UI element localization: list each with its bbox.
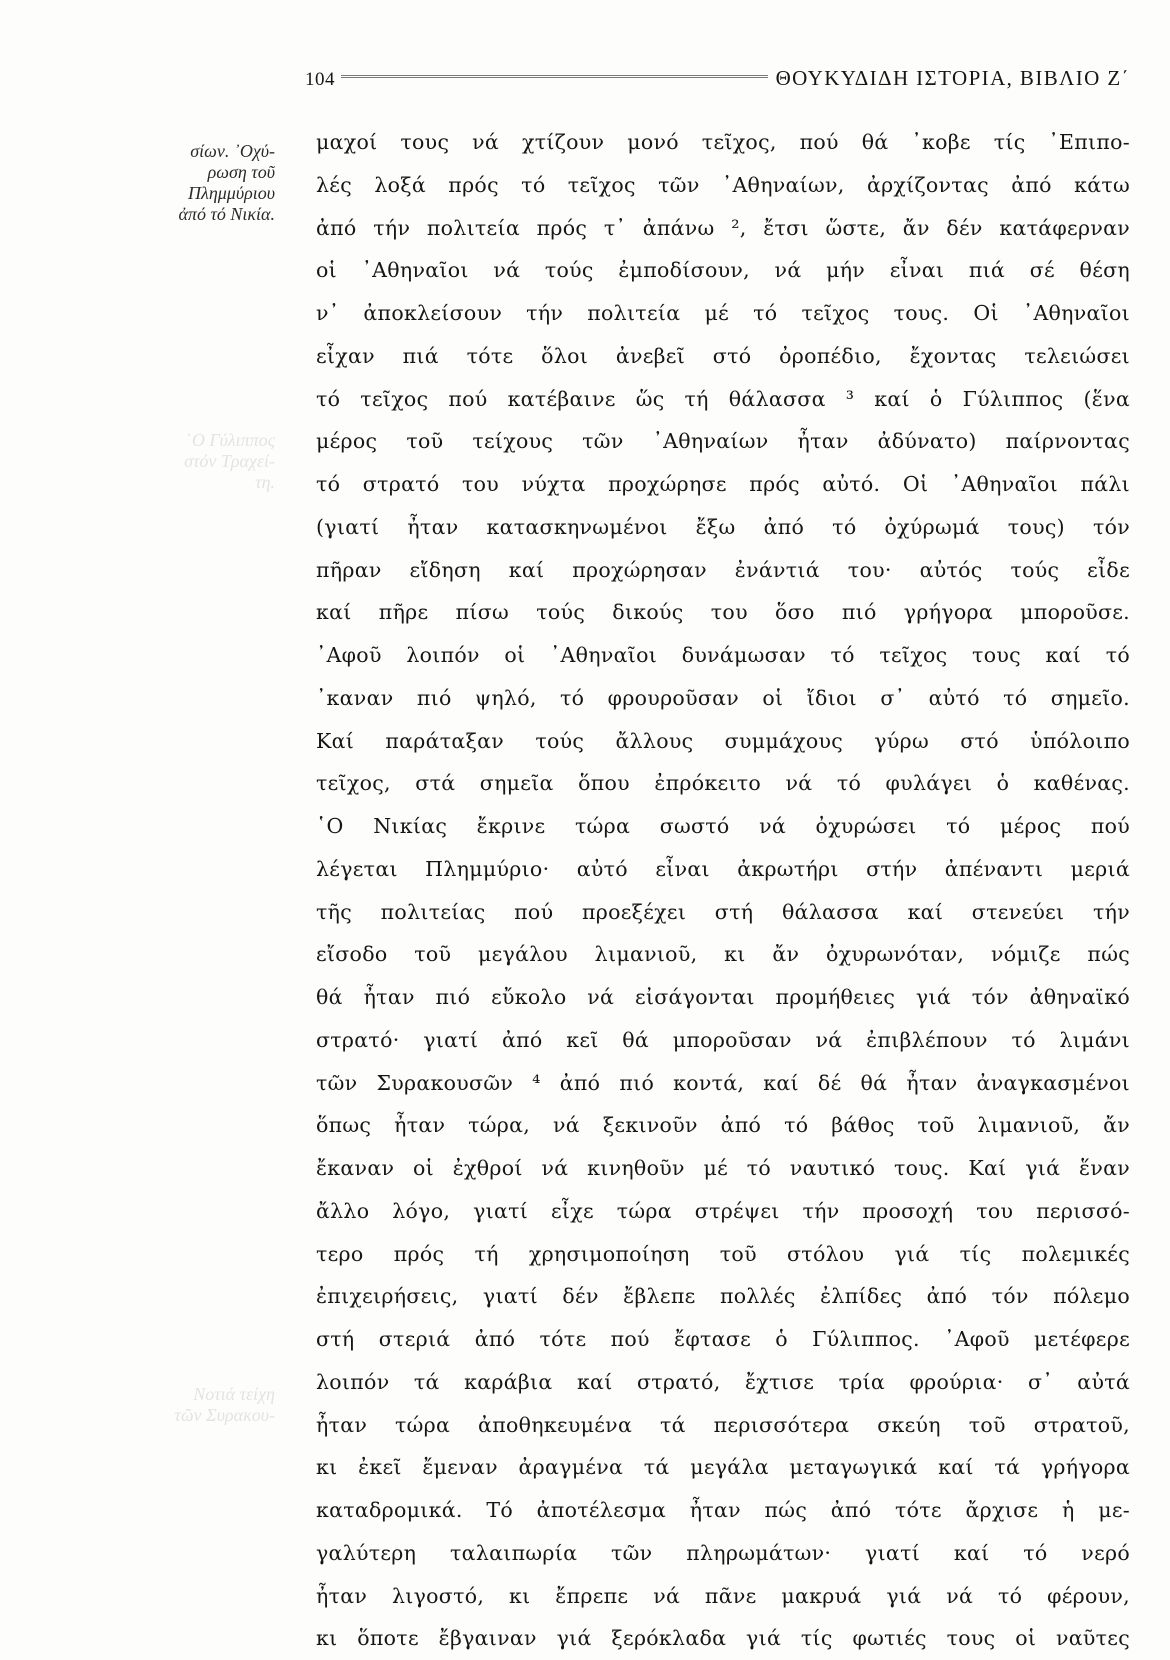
- text-line: ἐπιχειρήσεις, γιατί δέν ἔβλεπε πολλές ἐλπίδες ἀπό τόν πόλεμο: [316, 1284, 1130, 1309]
- text-line: τῶν Συρακουσῶν ⁴ ἀπό πιό κοντά, καί δέ θά ἦταν ἀναγκασμένοι: [316, 1070, 1130, 1095]
- text-line: ᾽καναν πιό ψηλό, τό φρουροῦσαν οἱ ἴδιοι σ᾽ αὐτό τό σημεῖο.: [316, 685, 1130, 710]
- text-line: ἄλλο λόγο, γιατί εἶχε τώρα στρέψει τήν προσοχή του περισσό-: [316, 1198, 1130, 1223]
- text-line: εἴσοδο τοῦ μεγάλου λιμανιοῦ, κι ἄν ὀχυρωνόταν, νόμιζε πώς: [316, 942, 1130, 967]
- text-line: ἔκαναν οἱ ἐχθροί νά κινηθοῦν μέ τό ναυτικό τους. Καί γιά ἕναν: [316, 1156, 1130, 1180]
- text-line: μαχοί τους νά χτίζουν μονό τεῖχος, πού θά ᾽κοβε τίς ᾿Επιπο-: [316, 130, 1130, 154]
- margin-note-line: τῶν Συρακου-: [174, 1405, 275, 1425]
- text-line: ν᾽ ἀποκλείσουν τήν πολιτεία μέ τό τεῖχος τους. Οἱ ᾿Αθηναῖοι: [316, 301, 1130, 325]
- text-line: στρατό· γιατί ἀπό κεῖ θά μποροῦσαν νά ἐπιβλέπουν τό λιμάνι: [316, 1027, 1130, 1052]
- text-line: κι ἐκεῖ ἔμεναν ἀραγμένα τά μεγάλα μεταγωγικά καί τά γρήγορα: [316, 1455, 1130, 1480]
- text-line: ῾Ο Νικίας ἔκρινε τώρα σωστό νά ὀχυρώσει τό μέρος πού: [316, 814, 1130, 838]
- text-line: ᾿Αφοῦ λοιπόν οἱ ᾿Αθηναῖοι δυνάμωσαν τό τεῖχος τους καί τό: [316, 643, 1130, 667]
- margin-note-line: ρωση τοῦ: [207, 162, 275, 182]
- page-number: 104: [305, 69, 335, 90]
- text-line: λές λοξά πρός τό τεῖχος τῶν ᾿Αθηναίων, ἀρχίζοντας ἀπό κάτω: [316, 172, 1130, 197]
- text-line: λοιπόν τά καράβια καί στρατό, ἔχτισε τρία φρούρια· σ᾽ αὐτά: [316, 1369, 1130, 1394]
- margin-note-plemmyrion: [115, 141, 275, 225]
- text-line: τερο πρός τή χρησιμοποίηση τοῦ στόλου γιά τίς πολεμικές: [316, 1241, 1130, 1266]
- text-line: τῆς πολιτείας πού προεξέχει στή θάλασσα καί στενεύει τήν: [316, 899, 1130, 924]
- margin-note-show-through-gylippos: [115, 430, 275, 493]
- running-header: [305, 66, 1130, 98]
- margin-note-line: Νοτιά τείχη: [193, 1384, 275, 1404]
- text-line: τεῖχος, στά σημεῖα ὅπου ἐπρόκειτο νά τό φυλάγει ὁ καθένας.: [316, 771, 1130, 796]
- text-line: μέρος τοῦ τείχους τῶν ᾿Αθηναίων ἦταν ἀδύνατο) παίρνοντας: [316, 429, 1130, 454]
- text-line: λέγεται Πλημμύριο· αὐτό εἶναι ἀκρωτήρι στήν ἀπέναντι μεριά: [316, 856, 1130, 881]
- margin-note-line: ῾Ο Γύλιππος: [185, 430, 275, 450]
- text-line: καταδρομικά. Τό ἀποτέλεσμα ἦταν πώς ἀπό τότε ἄρχισε ἡ με-: [316, 1498, 1130, 1522]
- header-rule: [341, 75, 768, 78]
- margin-note-line: σίων. ᾿Οχύ-: [190, 141, 275, 161]
- text-line: Καί παράταξαν τούς ἄλλους συμμάχους γύρω στό ὑπόλοιπο: [316, 728, 1130, 753]
- text-line: πῆραν εἴδηση καί προχώρησαν ἐνάντιά του· αὐτός τούς εἶδε: [316, 557, 1130, 582]
- text-line: ἦταν τώρα ἀποθηκευμένα τά περισσότερα σκεύη τοῦ στρατοῦ,: [316, 1412, 1130, 1437]
- margin-note-line: Πλημμύριου: [188, 183, 275, 203]
- text-line: ἀπό τήν πολιτεία πρός τ᾽ ἀπάνω ², ἔτσι ὥστε, ἄν δέν κατάφερναν: [316, 215, 1130, 240]
- text-line: οἱ ᾿Αθηναῖοι νά τούς ἐμποδίσουν, νά μήν εἶναι πιά σέ θέση: [316, 258, 1130, 283]
- margin-note-line: τη.: [255, 472, 275, 492]
- text-line: εἶχαν πιά τότε ὅλοι ἀνεβεῖ στό ὀροπέδιο, ἔχοντας τελειώσει: [316, 343, 1130, 368]
- text-line: τό στρατό του νύχτα προχώρησε πρός αὐτό. Οἱ ᾿Αθηναῖοι πάλι: [316, 472, 1130, 496]
- body-text: [316, 121, 1130, 1660]
- text-line: κι ὅποτε ἔβγαιναν γιά ξερόκλαδα γιά τίς φωτιές τους οἱ ναῦτες: [316, 1626, 1130, 1651]
- text-line: τό τεῖχος πού κατέβαινε ὥς τή θάλασσα ³ καί ὁ Γύλιππος (ἕνα: [316, 386, 1130, 411]
- margin-note-show-through-walls: [115, 1384, 275, 1426]
- text-line: (γιατί ἦταν κατασκηνωμένοι ἔξω ἀπό τό ὀχύρωμά τους) τόν: [316, 514, 1130, 539]
- text-line: θά ἦταν πιό εὔκολο νά εἰσάγονται προμήθειες γιά τόν ἀθηναϊκό: [316, 985, 1130, 1009]
- text-line: καί πῆρε πίσω τούς δικούς του ὅσο πιό γρήγορα μποροῦσε.: [316, 600, 1130, 625]
- margin-note-line: ἀπό τό Νικία.: [178, 204, 275, 224]
- running-title: ΘΟΥΚΥΔΙΔΗ ΙΣΤΟΡΙΑ, ΒΙΒΛΙΟ Ζ΄: [775, 66, 1130, 90]
- text-line: ἦταν λιγοστό, κι ἔπρεπε νά πᾶνε μακρυά γιά νά τό φέρουν,: [316, 1583, 1130, 1608]
- margin-note-line: στόν Τραχεί-: [184, 451, 275, 471]
- text-line: στή στεριά ἀπό τότε πού ἔφτασε ὁ Γύλιππος. ᾿Αφοῦ μετέφερε: [316, 1327, 1130, 1351]
- text-line: γαλύτερη ταλαιπωρία τῶν πληρωμάτων· γιατί καί τό νερό: [316, 1540, 1130, 1565]
- text-line: ὅπως ἦταν τώρα, νά ξεκινοῦν ἀπό τό βάθος τοῦ λιμανιοῦ, ἄν: [316, 1113, 1130, 1138]
